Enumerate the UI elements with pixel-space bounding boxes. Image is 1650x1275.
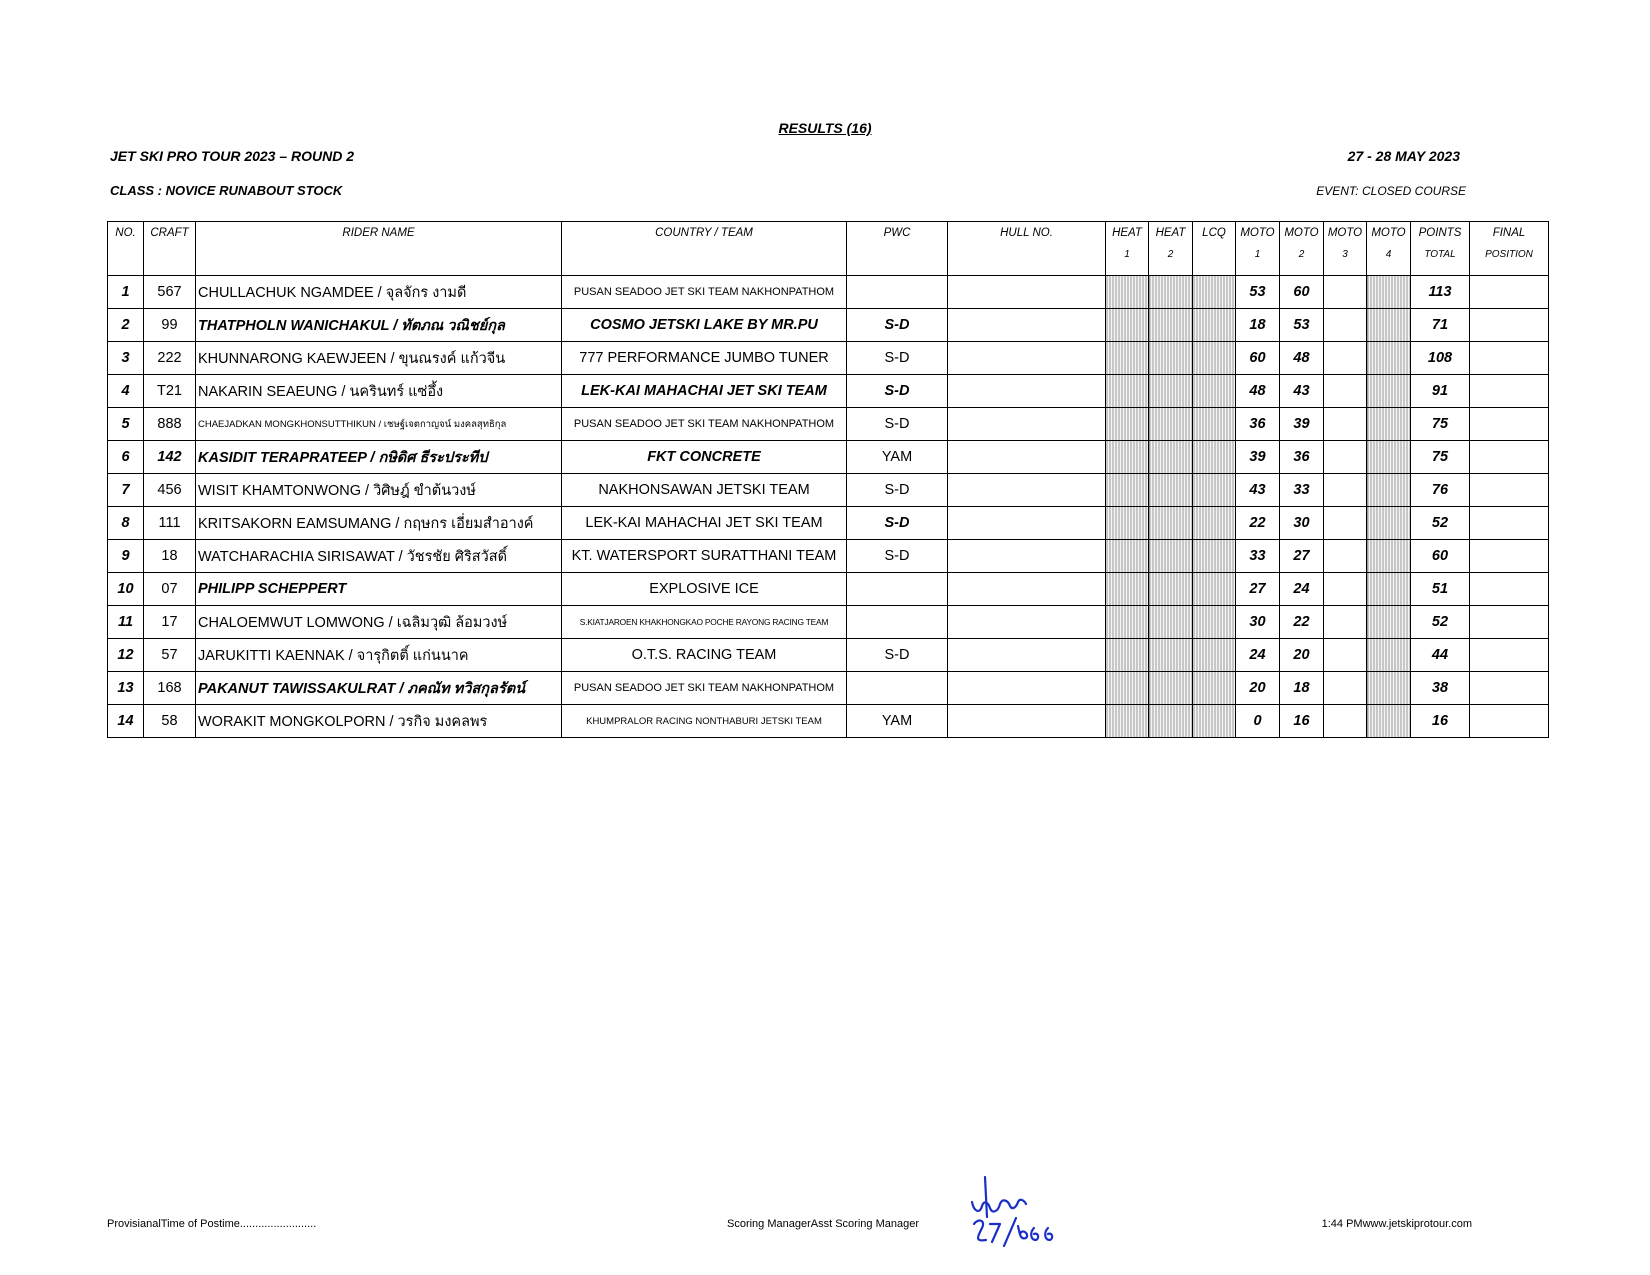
cell-heat1 [1106,276,1149,309]
cell-final [1470,309,1549,342]
cell-moto4 [1367,375,1411,408]
cell-total: 76 [1411,474,1470,507]
col-heat1: HEAT 1 [1106,222,1149,276]
cell-moto1: 36 [1236,408,1280,441]
table-row [108,672,1549,705]
cell-no: 2 [108,309,144,342]
cell-moto4 [1367,573,1411,606]
cell-team: LEK-KAI MAHACHAI JET SKI TEAM [562,375,847,408]
cell-pwc [847,573,948,606]
cell-moto1: 22 [1236,507,1280,540]
cell-heat2 [1149,276,1193,309]
table-row [108,606,1549,639]
col-hull: HULL NO. [948,222,1106,276]
cell-moto4 [1367,408,1411,441]
table-row [108,309,1549,342]
cell-moto3 [1324,342,1367,375]
cell-heat2 [1149,408,1193,441]
cell-team: KT. WATERSPORT SURATTHANI TEAM [562,540,847,573]
footer-provisional: ProvisianalTime of Postime......................... [107,1218,317,1230]
cell-team: PUSAN SEADOO JET SKI TEAM NAKHONPATHOM [562,408,847,441]
cell-craft: 111 [144,507,196,540]
cell-lcq [1193,639,1236,672]
footer-scoring-manager: Scoring ManagerAsst Scoring Manager [727,1218,919,1230]
cell-team: EXPLOSIVE ICE [562,573,847,606]
cell-moto1: 33 [1236,540,1280,573]
cell-lcq [1193,342,1236,375]
cell-heat2 [1149,342,1193,375]
cell-final [1470,342,1549,375]
cell-moto2: 27 [1280,540,1324,573]
results-title-text: RESULTS (16) [778,120,872,136]
class-name: CLASS : NOVICE RUNABOUT STOCK [110,183,343,198]
col-lcq: LCQ [1193,222,1236,276]
cell-heat1 [1106,606,1149,639]
cell-moto4 [1367,672,1411,705]
cell-heat1 [1106,540,1149,573]
cell-no: 10 [108,573,144,606]
cell-craft: 567 [144,276,196,309]
cell-hull [948,705,1106,738]
cell-moto2: 30 [1280,507,1324,540]
cell-team: LEK-KAI MAHACHAI JET SKI TEAM [562,507,847,540]
cell-heat2 [1149,540,1193,573]
cell-heat1 [1106,408,1149,441]
col-moto1: MOTO 1 [1236,222,1280,276]
cell-total: 52 [1411,606,1470,639]
cell-moto2: 20 [1280,639,1324,672]
cell-craft: 888 [144,408,196,441]
cell-team: PUSAN SEADOO JET SKI TEAM NAKHONPATHOM [562,276,847,309]
cell-hull [948,606,1106,639]
cell-moto2: 36 [1280,441,1324,474]
event-type: EVENT: CLOSED COURSE [1316,184,1466,198]
cell-craft: 222 [144,342,196,375]
cell-pwc [847,606,948,639]
cell-pwc: S-D [847,474,948,507]
cell-final [1470,375,1549,408]
col-moto4: MOTO 4 [1367,222,1411,276]
results-title [0,120,1650,136]
cell-rider: WATCHARACHIA SIRISAWAT / วัชรชัย ศิริสวัสดิ์ [196,540,562,573]
cell-no: 12 [108,639,144,672]
table-row [108,705,1549,738]
cell-rider: CHAEJADKAN MONGKHONSUTTHIKUN / เชษฐ์เจตกาญจน์ มงคลสุทธิกุล [196,408,562,441]
cell-moto2: 60 [1280,276,1324,309]
cell-hull [948,540,1106,573]
cell-hull [948,672,1106,705]
cell-moto3 [1324,507,1367,540]
cell-heat1 [1106,474,1149,507]
cell-lcq [1193,606,1236,639]
cell-heat2 [1149,606,1193,639]
cell-moto1: 0 [1236,705,1280,738]
cell-moto2: 33 [1280,474,1324,507]
cell-total: 108 [1411,342,1470,375]
cell-hull [948,276,1106,309]
cell-moto3 [1324,540,1367,573]
cell-total: 75 [1411,441,1470,474]
cell-hull [948,309,1106,342]
cell-rider: JARUKITTI KAENNAK / จารุกิตติ์ แก่นนาค [196,639,562,672]
cell-moto1: 24 [1236,639,1280,672]
cell-final [1470,408,1549,441]
cell-moto4 [1367,606,1411,639]
cell-pwc: S-D [847,540,948,573]
cell-moto2: 48 [1280,342,1324,375]
cell-rider: PHILIPP SCHEPPERT [196,573,562,606]
cell-final [1470,639,1549,672]
cell-craft: T21 [144,375,196,408]
cell-craft: 168 [144,672,196,705]
col-moto2: MOTO 2 [1280,222,1324,276]
col-points: POINTS TOTAL [1411,222,1470,276]
cell-moto2: 18 [1280,672,1324,705]
cell-lcq [1193,540,1236,573]
cell-hull [948,441,1106,474]
cell-lcq [1193,441,1236,474]
cell-heat1 [1106,309,1149,342]
cell-rider: NAKARIN SEAEUNG / นครินทร์ แซ่อึ้ง [196,375,562,408]
cell-heat2 [1149,639,1193,672]
table-row [108,573,1549,606]
cell-moto3 [1324,375,1367,408]
cell-heat1 [1106,705,1149,738]
cell-no: 5 [108,408,144,441]
cell-moto1: 60 [1236,342,1280,375]
cell-moto2: 24 [1280,573,1324,606]
cell-final [1470,507,1549,540]
cell-moto4 [1367,342,1411,375]
cell-rider: CHULLACHUK NGAMDEE / จุลจักร งามดี [196,276,562,309]
col-team: COUNTRY / TEAM [562,222,847,276]
cell-moto4 [1367,276,1411,309]
cell-hull [948,573,1106,606]
table-row [108,639,1549,672]
event-name: JET SKI PRO TOUR 2023 – ROUND 2 [110,148,355,164]
cell-moto1: 18 [1236,309,1280,342]
results-table [107,221,1549,738]
cell-total: 60 [1411,540,1470,573]
cell-craft: 456 [144,474,196,507]
cell-moto3 [1324,408,1367,441]
cell-team: FKT CONCRETE [562,441,847,474]
cell-heat2 [1149,474,1193,507]
cell-hull [948,342,1106,375]
cell-hull [948,375,1106,408]
cell-pwc: S-D [847,375,948,408]
cell-moto3 [1324,606,1367,639]
cell-final [1470,540,1549,573]
cell-lcq [1193,309,1236,342]
cell-heat1 [1106,573,1149,606]
cell-lcq [1193,705,1236,738]
cell-moto1: 27 [1236,573,1280,606]
cell-no: 13 [108,672,144,705]
cell-lcq [1193,375,1236,408]
cell-heat1 [1106,672,1149,705]
cell-no: 11 [108,606,144,639]
col-heat2: HEAT 2 [1149,222,1193,276]
cell-rider: THATPHOLN WANICHAKUL / ทัตภณ วณิชย์กุล [196,309,562,342]
table-row [108,375,1549,408]
cell-lcq [1193,672,1236,705]
cell-moto3 [1324,639,1367,672]
cell-final [1470,672,1549,705]
cell-final [1470,474,1549,507]
cell-moto2: 53 [1280,309,1324,342]
table-row [108,408,1549,441]
cell-total: 51 [1411,573,1470,606]
table-row [108,540,1549,573]
col-final: FINAL POSITION [1470,222,1549,276]
cell-heat1 [1106,441,1149,474]
cell-moto2: 16 [1280,705,1324,738]
col-pwc: PWC [847,222,948,276]
cell-heat1 [1106,342,1149,375]
cell-moto2: 43 [1280,375,1324,408]
cell-heat2 [1149,705,1193,738]
cell-moto1: 48 [1236,375,1280,408]
cell-lcq [1193,408,1236,441]
cell-lcq [1193,573,1236,606]
cell-pwc [847,276,948,309]
cell-pwc: S-D [847,507,948,540]
cell-no: 4 [108,375,144,408]
cell-craft: 142 [144,441,196,474]
col-rider: RIDER NAME [196,222,562,276]
signature-icon [960,1172,1060,1262]
cell-rider: KRITSAKORN EAMSUMANG / กฤษกร เอี่ยมสำอางค์ [196,507,562,540]
cell-team: NAKHONSAWAN JETSKI TEAM [562,474,847,507]
cell-hull [948,507,1106,540]
cell-moto3 [1324,474,1367,507]
cell-moto1: 30 [1236,606,1280,639]
table-row [108,342,1549,375]
cell-moto1: 43 [1236,474,1280,507]
cell-moto1: 20 [1236,672,1280,705]
cell-moto4 [1367,309,1411,342]
cell-lcq [1193,474,1236,507]
cell-heat2 [1149,573,1193,606]
cell-final [1470,705,1549,738]
cell-moto3 [1324,276,1367,309]
table-row [108,474,1549,507]
cell-pwc: S-D [847,639,948,672]
cell-moto3 [1324,672,1367,705]
cell-craft: 58 [144,705,196,738]
cell-rider: WORAKIT MONGKOLPORN / วรกิจ มงคลพร [196,705,562,738]
event-date: 27 - 28 MAY 2023 [1347,148,1460,164]
cell-team: O.T.S. RACING TEAM [562,639,847,672]
cell-moto3 [1324,705,1367,738]
cell-final [1470,276,1549,309]
cell-heat2 [1149,672,1193,705]
table-row [108,441,1549,474]
cell-rider: WISIT KHAMTONWONG / วิศิษฎ์ ขำต้นวงษ์ [196,474,562,507]
cell-team: KHUMPRALOR RACING NONTHABURI JETSKI TEAM [562,705,847,738]
col-craft: CRAFT [144,222,196,276]
cell-pwc: YAM [847,441,948,474]
cell-moto3 [1324,573,1367,606]
cell-no: 8 [108,507,144,540]
cell-heat1 [1106,507,1149,540]
cell-craft: 07 [144,573,196,606]
cell-moto4 [1367,507,1411,540]
cell-moto2: 22 [1280,606,1324,639]
cell-no: 9 [108,540,144,573]
cell-rider: PAKANUT TAWISSAKULRAT / ภคณัท ทวิสกุลรัตน์ [196,672,562,705]
cell-moto2: 39 [1280,408,1324,441]
cell-no: 6 [108,441,144,474]
cell-team: PUSAN SEADOO JET SKI TEAM NAKHONPATHOM [562,672,847,705]
cell-total: 91 [1411,375,1470,408]
table-row [108,507,1549,540]
cell-pwc: YAM [847,705,948,738]
cell-total: 52 [1411,507,1470,540]
cell-moto4 [1367,705,1411,738]
cell-pwc: S-D [847,309,948,342]
cell-craft: 18 [144,540,196,573]
cell-lcq [1193,507,1236,540]
cell-final [1470,606,1549,639]
cell-no: 7 [108,474,144,507]
cell-total: 113 [1411,276,1470,309]
cell-craft: 17 [144,606,196,639]
cell-heat2 [1149,309,1193,342]
cell-rider: CHALOEMWUT LOMWONG / เฉลิมวุฒิ ล้อมวงษ์ [196,606,562,639]
cell-moto3 [1324,441,1367,474]
cell-moto4 [1367,540,1411,573]
cell-moto1: 53 [1236,276,1280,309]
col-moto3: MOTO 3 [1324,222,1367,276]
cell-moto4 [1367,639,1411,672]
col-no: NO. [108,222,144,276]
cell-moto4 [1367,441,1411,474]
cell-heat1 [1106,639,1149,672]
cell-lcq [1193,276,1236,309]
cell-pwc: S-D [847,342,948,375]
cell-total: 75 [1411,408,1470,441]
footer-website: 1:44 PMwww.jetskiprotour.com [1321,1218,1472,1230]
cell-team: S.KIATJAROEN KHAKHONGKAO POCHE RAYONG RACING TEAM [562,606,847,639]
cell-moto1: 39 [1236,441,1280,474]
cell-total: 44 [1411,639,1470,672]
cell-no: 3 [108,342,144,375]
cell-hull [948,474,1106,507]
cell-final [1470,441,1549,474]
cell-heat2 [1149,375,1193,408]
cell-hull [948,408,1106,441]
cell-total: 16 [1411,705,1470,738]
cell-final [1470,573,1549,606]
cell-no: 1 [108,276,144,309]
cell-craft: 99 [144,309,196,342]
cell-team: COSMO JETSKI LAKE BY MR.PU [562,309,847,342]
cell-total: 38 [1411,672,1470,705]
cell-pwc: S-D [847,408,948,441]
table-row [108,276,1549,309]
cell-moto4 [1367,474,1411,507]
cell-heat2 [1149,441,1193,474]
cell-heat1 [1106,375,1149,408]
cell-pwc [847,672,948,705]
cell-no: 14 [108,705,144,738]
cell-hull [948,639,1106,672]
cell-moto3 [1324,309,1367,342]
cell-team: 777 PERFORMANCE JUMBO TUNER [562,342,847,375]
cell-rider: KASIDIT TERAPRATEEP / กษิดิศ ธีระประทีป [196,441,562,474]
cell-total: 71 [1411,309,1470,342]
cell-craft: 57 [144,639,196,672]
cell-heat2 [1149,507,1193,540]
cell-rider: KHUNNARONG KAEWJEEN / ขุนณรงค์ แก้วจีน [196,342,562,375]
header-row [108,222,1549,276]
